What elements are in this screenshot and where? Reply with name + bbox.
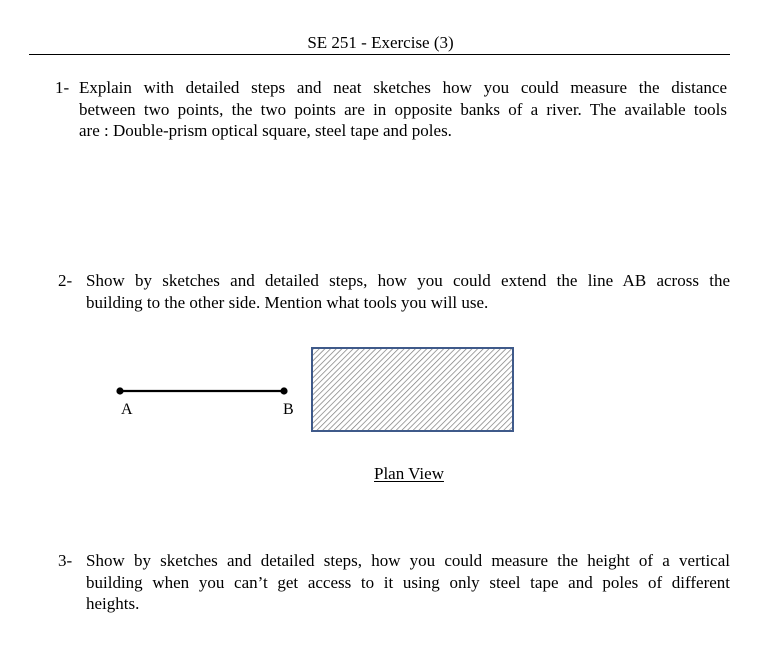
point-a: [116, 387, 123, 394]
question-3: [58, 550, 730, 615]
question-line: building to the other side. Mention what tools you will use.: [86, 292, 489, 312]
question-2: [58, 270, 730, 313]
question-line: heights.: [86, 594, 140, 613]
question-line: Explain with detailed steps and neat sketches how you could measure the distance: [79, 78, 727, 97]
point-b-label: B: [283, 401, 294, 418]
question-line: Show by sketches and detailed steps, how you could measure the height of a vertical: [86, 551, 730, 570]
question-line: building when you can’t get access to it using only steel tape and poles of different: [86, 572, 730, 592]
question-text: [86, 270, 730, 313]
question-number: 1-: [55, 78, 70, 97]
question-text: [79, 77, 727, 142]
question-number: 2-: [58, 271, 73, 290]
question-1: [55, 77, 727, 142]
question-line: between two points, the two points are in opposite banks of a river. The available tools: [79, 99, 727, 119]
point-a-label: A: [121, 401, 133, 418]
question-line: are : Double-prism optical square, steel tape and poles.: [79, 121, 452, 140]
question-number: 3-: [58, 551, 73, 570]
plan-view-caption: Plan View: [374, 464, 444, 483]
building: [312, 348, 513, 431]
title-rule: [29, 54, 730, 55]
question-text: [86, 550, 730, 615]
point-b: [280, 387, 287, 394]
page-title: SE 251 - Exercise (3): [307, 33, 454, 52]
question-line: Show by sketches and detailed steps, how you could extend the line AB across the: [86, 271, 730, 290]
